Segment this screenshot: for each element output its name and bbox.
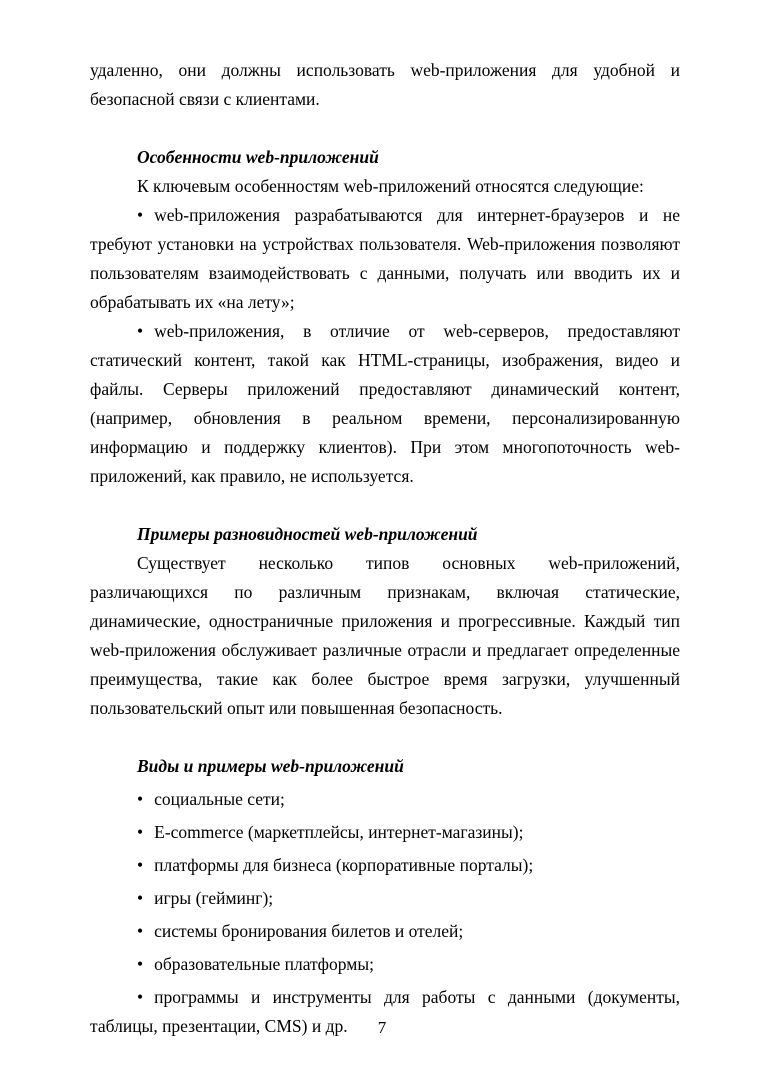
bullet-icon: • (137, 822, 144, 842)
list-item-text: программы и инструменты для работы с данными (документы, таблицы, презентации, CMS) и др. (90, 987, 680, 1036)
list-item-text: образовательные платформы; (154, 954, 374, 974)
list-item-business (90, 851, 680, 880)
list-item-education (90, 950, 680, 979)
list-item-social (90, 785, 680, 814)
heading-features: Особенности web-приложений (137, 147, 379, 167)
page-content (90, 56, 680, 1041)
list-item-ecommerce (90, 818, 680, 847)
paragraph-continuation: удаленно, они должны использовать web-приложения для удобной и безопасной связи с клиентами. (90, 60, 680, 109)
bullet-icon: • (137, 321, 144, 341)
bullet-icon: • (137, 987, 144, 1007)
list-item-text: E-commerce (маркетплейсы, интернет-магазины); (154, 822, 524, 842)
list-item-text: социальные сети; (154, 789, 285, 809)
paragraph-examples: Существует несколько типов основных web-приложений, различающихся по различным признакам, включая статические, динамические, одностраничные приложения и прогрессивные. Каждый тип web-приложения обслуживает различные отрасли и предлагает определенные преимущества, такие как более быстрое время загрузки, улучшенный пользовательский опыт или повышенная безопасность. (90, 553, 680, 718)
bullet-text: web-приложения разрабатываются для интернет-браузеров и не требуют установки на устройствах пользователя. Web-приложения позволяют пользователям взаимодействовать с данными, получать или вводить их и обрабатывать их «на лету»; (90, 205, 680, 312)
paragraph-features-lead: К ключевым особенностям web-приложений относятся следующие: (137, 176, 644, 196)
heading-examples: Примеры разновидностей web-приложений (137, 524, 478, 544)
heading-kinds: Виды и примеры web-приложений (137, 756, 404, 776)
list-item-games (90, 884, 680, 913)
list-item-booking (90, 917, 680, 946)
bullet-paragraph-browsers (90, 201, 680, 317)
bullet-icon: • (137, 205, 144, 225)
list-item-text: игры (гейминг); (154, 888, 274, 908)
bullet-paragraph-content (90, 317, 680, 491)
bullet-text: web-приложения, в отличие от web-серверов, предоставляют статический контент, такой как HTML-страницы, изображения, видео и файлы. Серверы приложений предоставляют динамический контент, (например, обновления в реальном времени, персонализированную информацию и поддержку клиентов). При этом многопоточность web-приложений, как правило, не используется. (90, 321, 680, 486)
page-number: 7 (377, 1018, 387, 1037)
kinds-list (90, 785, 680, 1041)
bullet-icon: • (137, 855, 144, 875)
bullet-icon: • (137, 789, 144, 809)
bullet-icon: • (137, 888, 144, 908)
list-item-text: платформы для бизнеса (корпоративные порталы); (154, 855, 534, 875)
list-item-text: системы бронирования билетов и отелей; (154, 921, 464, 941)
bullet-icon: • (137, 954, 144, 974)
bullet-icon: • (137, 921, 144, 941)
